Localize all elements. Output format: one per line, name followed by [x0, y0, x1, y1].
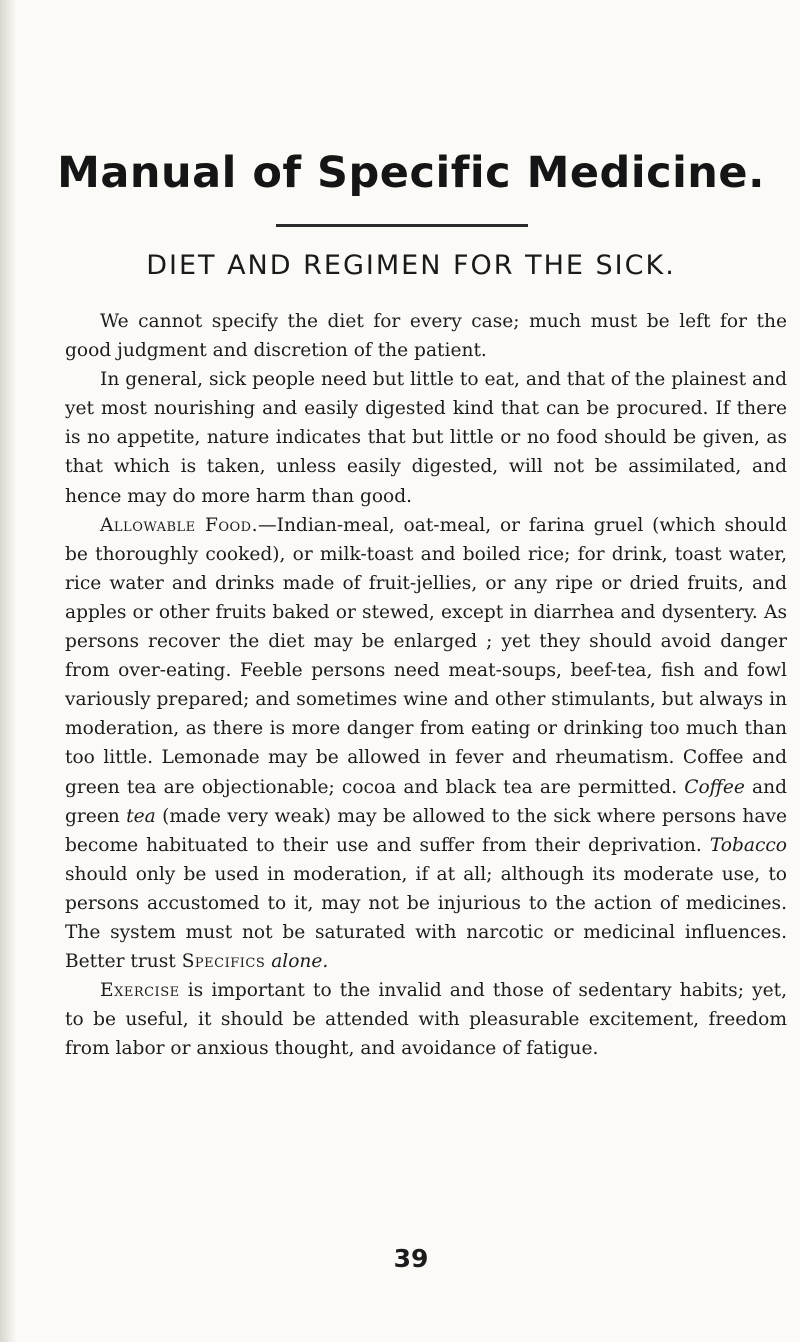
page-edge-shadow — [0, 0, 16, 1342]
tea-italic: tea — [126, 805, 156, 827]
paragraph-2: In general, sick people need but little to eat, and that of the plainest and yet most nourishing and easily digested kind that can be procured. If there is no appetite, nature indicates that but little or no food should be given, as that which is taken, unless easily digested, will not be assimilated, and hence may do more harm than good. — [65, 369, 787, 507]
paragraph-3-part-2: and green — [65, 776, 787, 827]
paragraph-3-part-4: should only be used in moderation, if at all; although its moderate use, to persons accustomed to it, may not be injurious to the action of medicines. The system must not be saturated with narcotic or medicinal influences. Better trust — [65, 863, 787, 973]
body-text — [65, 307, 787, 1063]
page-title: Manual of Specific Medicine. — [57, 148, 765, 198]
paragraph-3-part-3: (made very weak) may be allowed to the sick where persons have become habituated to their use and suffer from their deprivation. — [65, 805, 787, 856]
paragraph-4 — [65, 976, 787, 1063]
title-divider — [276, 224, 528, 227]
allowable-food-lead: Allowable Food. — [100, 514, 259, 536]
section-heading: DIET AND REGIMEN FOR THE SICK. — [146, 250, 676, 281]
exercise-lead: Exercise — [100, 980, 180, 1002]
paragraph-3 — [65, 511, 787, 977]
tobacco-italic: Tobacco — [709, 834, 787, 856]
book-page — [40, 0, 787, 1342]
page-number: 39 — [393, 1244, 429, 1273]
alone-italic: alone. — [271, 951, 329, 973]
paragraph-3-part-1: —Indian-meal, oat-meal, or farina gruel (which should be thoroughly cooked), or milk-toast and boiled rice; for drink, toast water, rice water and drinks made of fruit-jellies, or any ripe or dried fruits, and apples or other fruits baked or stewed, except in diarrhea and dysentery. As persons recover the diet may be enlarged ; yet they should avoid danger from over-eating. Feeble persons need meat-soups, beef-tea, fish and fowl variously prepared; and sometimes wine and other stimulants, but always in moderation, as there is more danger from eating or drinking too much than too little. Lemonade may be allowed in fever and rheumatism. Coffee and green tea are objectionable; cocoa and black tea are permitted. — [65, 514, 787, 798]
paragraph-4-rest: is important to the invalid and those of sedentary habits; yet, to be useful, it should be attended with pleasurable excitement, freedom from labor or anxious thought, and avoidance of fatigue. — [65, 980, 787, 1060]
coffee-italic: Coffee — [684, 776, 745, 798]
specifics-small-caps: Specifics — [181, 951, 266, 973]
paragraph-1: We cannot specify the diet for every case; much must be left for the good judgment and discretion of the patient. — [65, 311, 787, 362]
